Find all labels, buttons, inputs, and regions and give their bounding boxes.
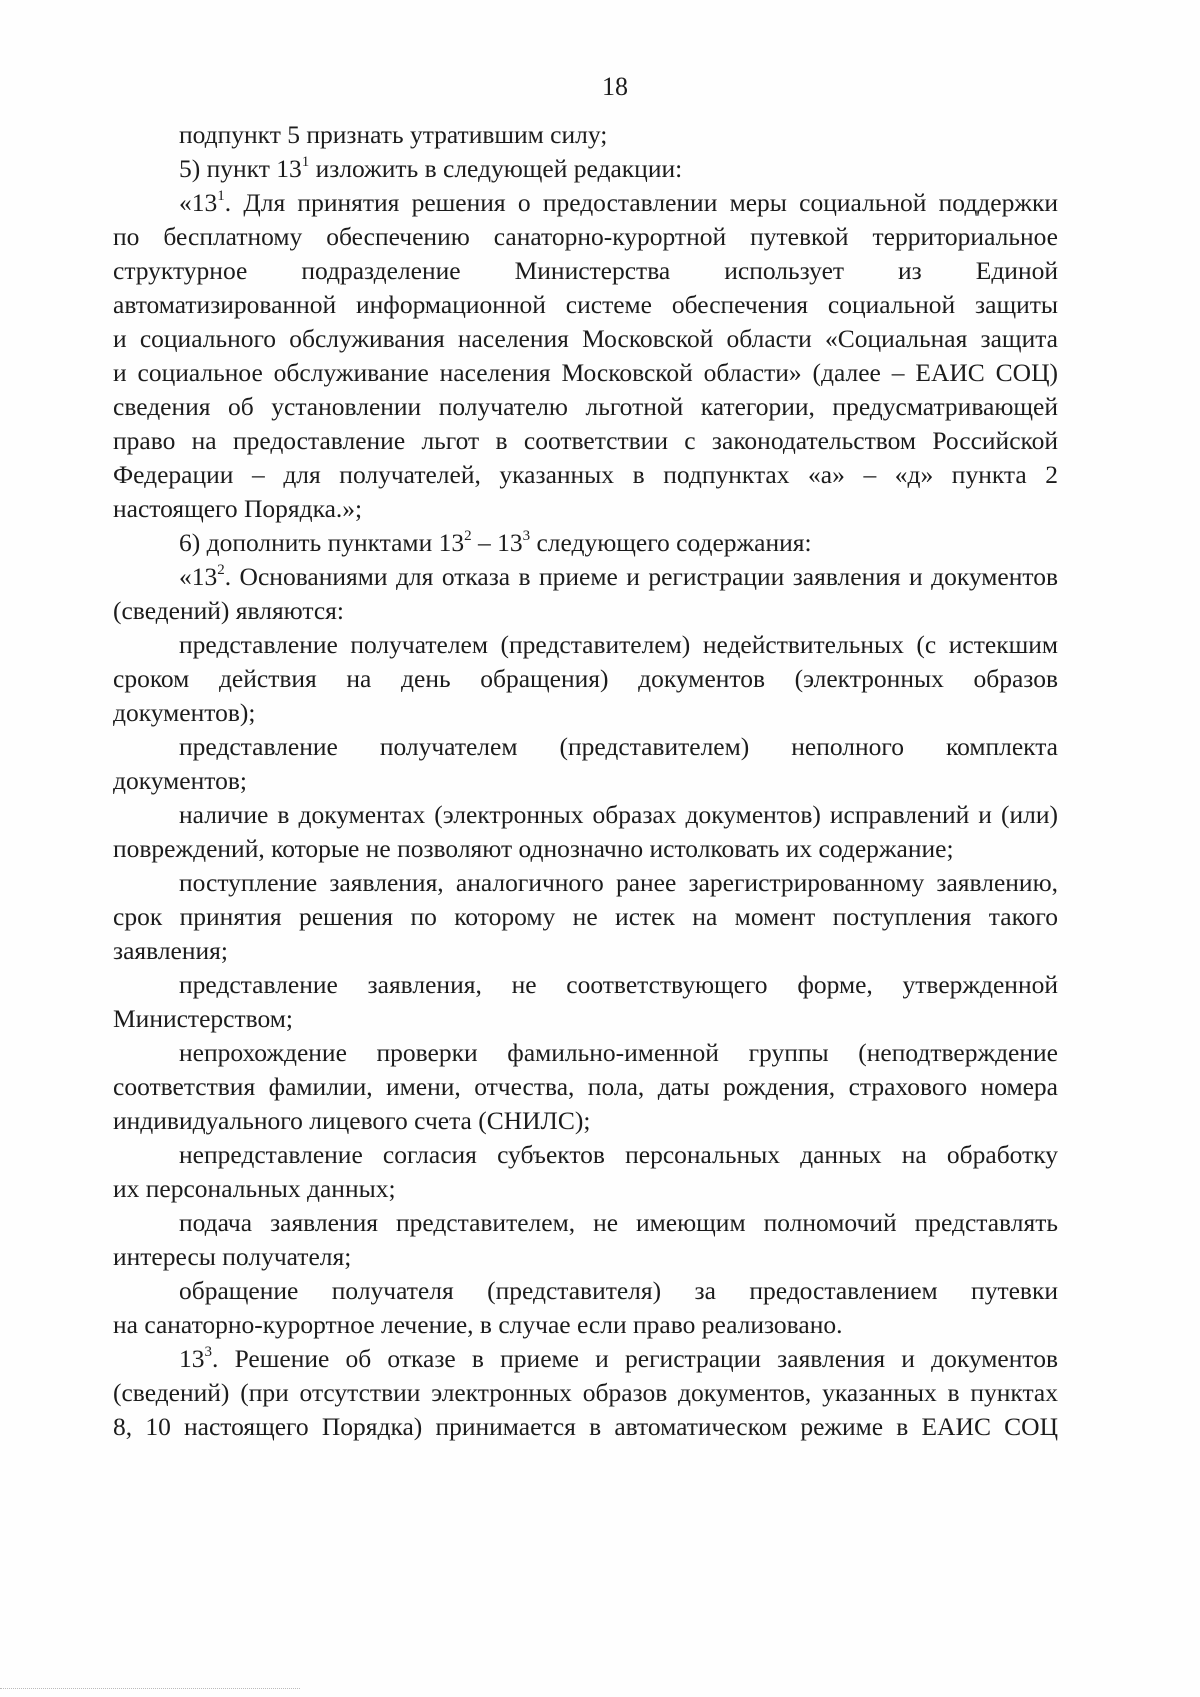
- text-line: интересы получателя;: [113, 1242, 352, 1271]
- text-line: наличие в документах (электронных образах документов) исправлений и (или): [179, 800, 1058, 829]
- text-line: [113, 526, 1058, 560]
- text-line: непрохождение проверки фамильно-именной группы (неподтверждение: [179, 1038, 1058, 1067]
- text-line: индивидуального лицевого счета (СНИЛС);: [113, 1106, 591, 1135]
- text-line: структурное подразделение Министерства использует из Единой: [113, 256, 1058, 285]
- text-line: документов;: [113, 766, 247, 795]
- text-line: на санаторно-курортное лечение, в случае если право реализовано.: [113, 1310, 843, 1339]
- text-fragment: «13: [179, 188, 218, 217]
- text-line: [113, 560, 1058, 594]
- text-line: автоматизированной информационной системе обеспечения социальной защиты: [113, 290, 1058, 319]
- text-line: Федерации – для получателей, указанных в подпунктах «а» – «д» пункта 2: [113, 460, 1058, 489]
- text-line: срок принятия решения по которому не истек на момент поступления такого: [113, 902, 1058, 931]
- scan-artifact: [0, 1688, 300, 1692]
- text-fragment: «13: [179, 562, 218, 591]
- text-fragment: . Основаниями для отказа в приеме и регистрации заявления и документов: [224, 562, 1058, 591]
- superscript: 3: [204, 1343, 212, 1360]
- superscript: 1: [301, 153, 310, 170]
- text-line: [113, 118, 1058, 152]
- superscript: 1: [217, 187, 225, 204]
- text-line: подача заявления представителем, не имеющим полномочий представлять: [179, 1208, 1058, 1237]
- document-body: [113, 118, 1058, 1444]
- text-line: представление получателем (представителем) неполного комплекта: [179, 732, 1058, 761]
- text-fragment: 6) дополнить пунктами 13: [179, 528, 465, 557]
- text-line: (сведений) (при отсутствии электронных образов документов, указанных в пунктах: [113, 1378, 1058, 1407]
- text-line: документов);: [113, 698, 256, 727]
- text-line: повреждений, которые не позволяют однозначно истолковать их содержание;: [113, 834, 954, 863]
- text-fragment: – 13: [471, 528, 523, 557]
- text-fragment: . Решение об отказе в приеме и регистрации заявления и документов: [212, 1344, 1058, 1373]
- superscript: 3: [522, 527, 531, 544]
- text-line: 8, 10 настоящего Порядка) принимается в автоматическом режиме в ЕАИС СОЦ: [113, 1412, 1058, 1441]
- text-line: обращение получателя (представителя) за предоставлением путевки: [179, 1276, 1058, 1305]
- superscript: 2: [464, 527, 472, 544]
- superscript: 2: [217, 561, 225, 578]
- text-line: [113, 152, 1058, 186]
- text-line: (сведений) являются:: [113, 596, 344, 625]
- text-line: по бесплатному обеспечению санаторно-курортной путевкой территориальное: [113, 222, 1058, 251]
- text-line: право на предоставление льгот в соответствии с законодательством Российской: [113, 426, 1058, 455]
- text-line: поступление заявления, аналогичного ранее зарегистрированному заявлению,: [179, 868, 1058, 897]
- text-line: настоящего Порядка.»;: [113, 494, 363, 523]
- text-line: [113, 186, 1058, 220]
- text-fragment: . Для принятия решения о предоставлении меры социальной поддержки: [224, 188, 1058, 217]
- text-line: представление заявления, не соответствующего форме, утвержденной: [179, 970, 1058, 999]
- text-line: соответствия фамилии, имени, отчества, пола, даты рождения, страхового номера: [113, 1072, 1058, 1101]
- text-line: непредставление согласия субъектов персональных данных на обработку: [179, 1140, 1058, 1169]
- text-line: сроком действия на день обращения) документов (электронных образов: [113, 664, 1058, 693]
- text-line: [113, 1342, 1058, 1376]
- text-line: Министерством;: [113, 1004, 293, 1033]
- text-line: заявления;: [113, 936, 228, 965]
- text-fragment: 13: [179, 1344, 205, 1373]
- text-fragment: подпункт 5 признать утратившим силу;: [179, 120, 608, 149]
- text-line: и социального обслуживания населения Московской области «Социальная защита: [113, 324, 1058, 353]
- text-fragment: 5) пункт 13: [179, 154, 302, 183]
- text-fragment: следующего содержания:: [530, 528, 812, 557]
- text-fragment: изложить в следующей редакции:: [309, 154, 683, 183]
- text-line: представление получателем (представителем) недействительных (с истекшим: [179, 630, 1058, 659]
- text-line: их персональных данных;: [113, 1174, 396, 1203]
- page-number: 18: [602, 72, 628, 101]
- text-line: и социальное обслуживание населения Московской области» (далее – ЕАИС СОЦ): [113, 358, 1058, 387]
- text-line: сведения об установлении получателю льготной категории, предусматривающей: [113, 392, 1058, 421]
